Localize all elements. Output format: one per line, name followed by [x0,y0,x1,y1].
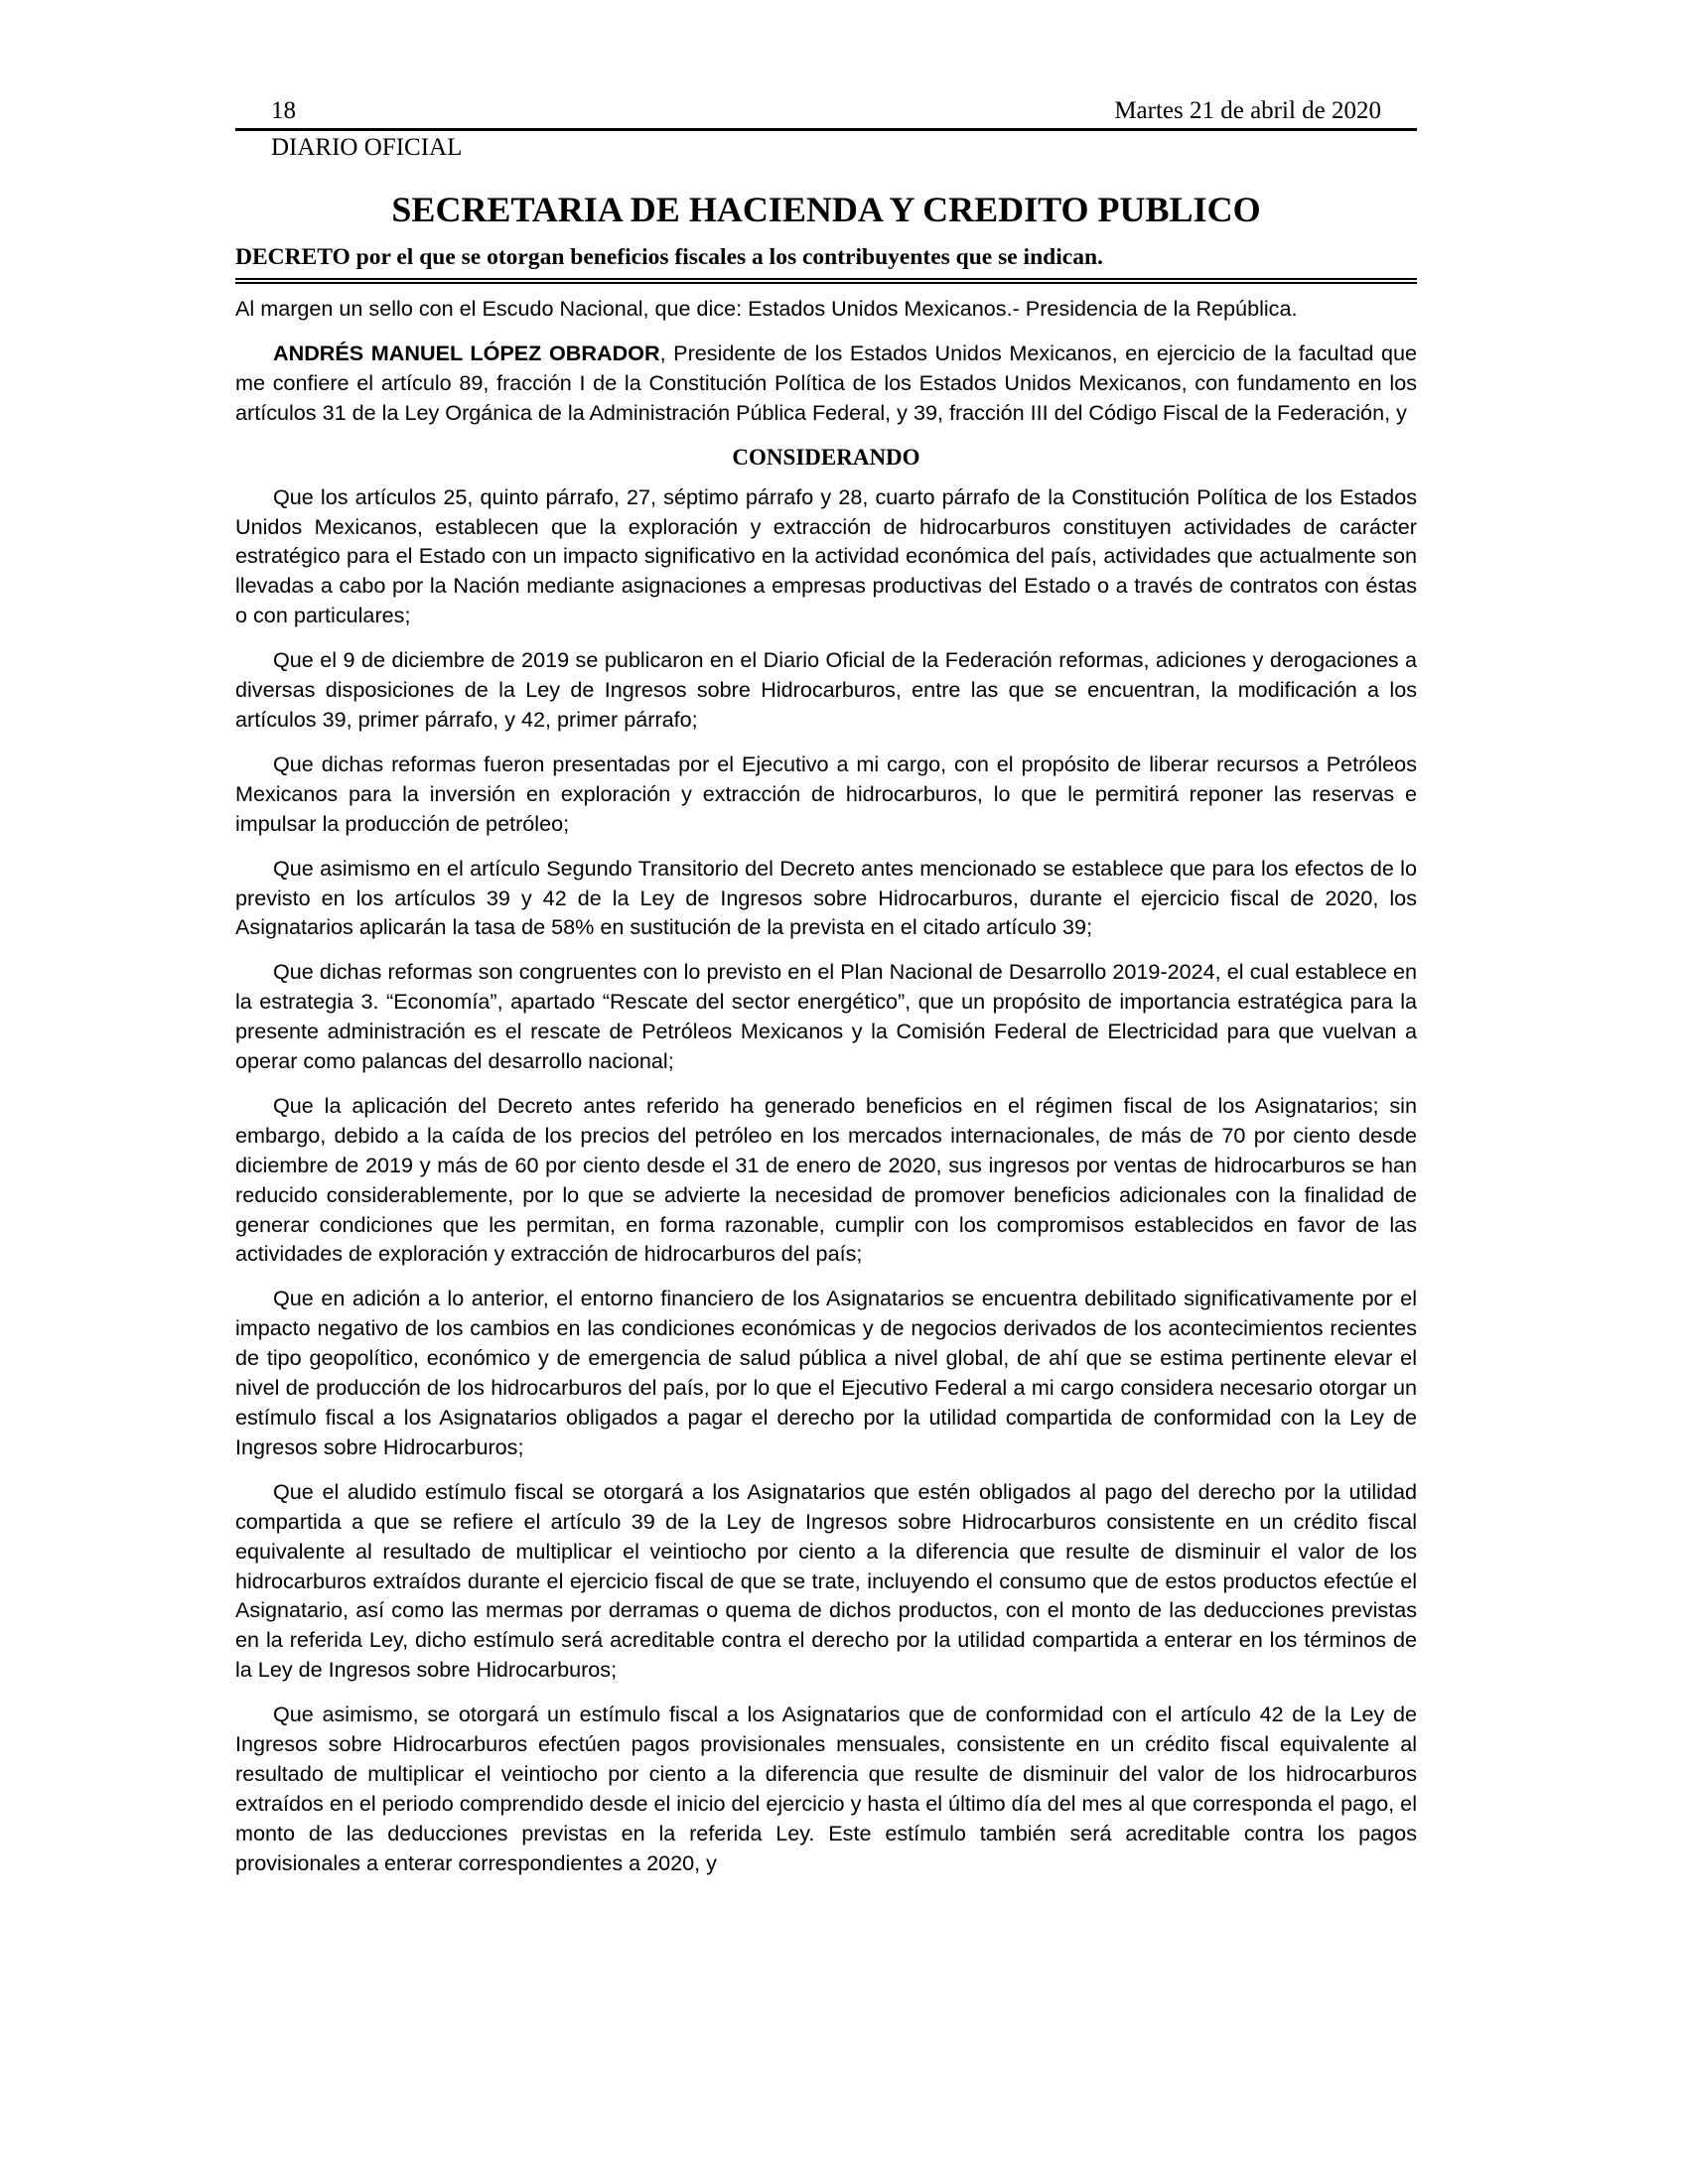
document-page [235,94,1417,1893]
paragraph: Que en adición a lo anterior, el entorno financiero de los Asignatarios se encuentra debilitado significativamente por el impacto negativo de los cambios en las condiciones económicas y de negocios derivados de los acontecimientos recientes de tipo geopolítico, económico y de emergencia de salud pública a nivel global, de ahí que se estima pertinente elevar el nivel de producción de los hidrocarburos del país, por lo que el Ejecutivo Federal a mi cargo considera necesario otorgar un estímulo fiscal a los Asignatarios obligados a pagar el derecho por la utilidad compartida de conformidad con la Ley de Ingresos sobre Hidrocarburos; [235,1286,1417,1459]
publication-date: Martes 21 de abril de 2020 [1114,97,1381,124]
paragraph: Que asimismo, se otorgará un estímulo fiscal a los Asignatarios que de conformidad con el artículo 42 de la Ley de Ingresos sobre Hidrocarburos efectúen pagos provisionales mensuales, consistente en un crédito fiscal equivalente al resultado de multiplicar el veintiocho por ciento a la diferencia que resulte de disminuir del valor de los hidrocarburos extraídos en el periodo comprendido desde el inicio del ejercicio y hasta el último día del mes al que corresponda el pago, el monto de las deducciones previstas en la referida Ley. Este estímulo también será acreditable contra los pagos provisionales a enterar correspondientes a 2020, y [235,1702,1417,1875]
page-number: 18 [271,97,296,124]
preamble [235,339,1417,428]
publication-name: DIARIO OFICIAL [271,134,463,161]
paragraph: Que los artículos 25, quinto párrafo, 27, séptimo párrafo y 28, cuarto párrafo de la Constitución Política de los Estados Unidos Mexicanos, establecen que la exploración y extracción de hidrocarburos constituyen actividades de carácter estratégico para el Estado con un impacto significativo en la actividad económica del país, actividades que actualmente son llevadas a cabo por la Nación mediante asignaciones a empresas productivas del Estado o a través de contratos con éstas o con particulares; [235,483,1417,628]
paragraph: Que dichas reformas fueron presentadas por el Ejecutivo a mi cargo, con el propósito de liberar recursos a Petróleos Mexicanos para la inversión en exploración y extracción de hidrocarburos, lo que le permitirá reponer las reservas e impulsar la producción de petróleo; [235,751,1417,836]
decree-title: DECRETO por el que se otorgan beneficios fiscales a los contribuyentes que se indican. [235,242,1417,284]
paragraph: Que asimismo en el artículo Segundo Transitorio del Decreto antes mencionado se establece que para los efectos de lo previsto en los artículos 39 y 42 de la Ley de Ingresos sobre Hidrocarburos, durante el ejercicio fiscal de 2020, los Asignatarios aplicarán la tasa de 58% en sustitución de la prevista en el citado artículo 39; [235,855,1417,940]
paragraph: Que la aplicación del Decreto antes referido ha generado beneficios en el régimen fiscal de los Asignatarios; sin embargo, debido a la caída de los precios del petróleo en los mercados internacionales, de más de 70 por ciento desde diciembre de 2019 y más de 60 por ciento desde el 31 de enero de 2020, sus ingresos por ventas de hidrocarburos se han reducido considerablemente, por lo que se advierte la necesidad de promover beneficios adicionales con la finalidad de generar condiciones que les permitan, en forma razonable, cumplir con los compromisos establecidos en favor de las actividades de exploración y extracción de hidrocarburos del país; [235,1092,1417,1267]
paragraph: Que el 9 de diciembre de 2019 se publicaron en el Diario Oficial de la Federación reformas, adiciones y derogaciones a diversas disposiciones de la Ley de Ingresos sobre Hidrocarburos, entre las que se encuentran, la modificación a los artículos 39, primer párrafo, y 42, primer párrafo; [235,647,1417,732]
running-header [235,94,1417,165]
considerando-heading: CONSIDERANDO [732,444,920,470]
preamble-text: , Presidente de los Estados Unidos Mexicanos, en ejercicio de la facultad que me confiere el artículo 89, fracción I de la Constitución Política de los Estados Unidos Mexicanos, con fundamento en los artículos 31 de la Ley Orgánica de la Administración Pública Federal, y 39, fracción III del Código Fiscal de la Federación, y [235,340,1418,425]
paragraph: Que el aludido estímulo fiscal se otorgará a los Asignatarios que estén obligados al pago del derecho por la utilidad compartida a que se refiere el artículo 39 de la Ley de Ingresos sobre Hidrocarburos consistente en un crédito fiscal equivalente al resultado de multiplicar el veintiocho por ciento a la diferencia que resulte de disminuir el valor de los hidrocarburos extraídos durante el ejercicio fiscal de que se trate, incluyendo el consumo que de estos productos efectúe el Asignatario, así como las mermas por derramas o quema de dichos productos, con el monto de las deducciones previstas en la referida Ley, dicho estímulo será acreditable contra el derecho por la utilidad compartida a enterar en los términos de la Ley de Ingresos sobre Hidrocarburos; [235,1478,1417,1683]
paragraph: Que dichas reformas son congruentes con lo previsto en el Plan Nacional de Desarrollo 2019-2024, el cual establece en la estrategia 3. “Economía”, apartado “Rescate del sector energético”, que un propósito de importancia estratégica para la presente administración es el rescate de Petróleos Mexicanos y la Comisión Federal de Electricidad para que vuelvan a operar como palancas del desarrollo nacional; [235,959,1417,1074]
seal-note: Al margen un sello con el Escudo Nacional, que dice: Estados Unidos Mexicanos.- Presidencia de la República. [235,296,1298,321]
document-body [235,294,1417,1878]
section-title: SECRETARIA DE HACIENDA Y CREDITO PUBLICO [391,190,1261,229]
president-name: ANDRÉS MANUEL LÓPEZ OBRADOR [273,340,660,365]
